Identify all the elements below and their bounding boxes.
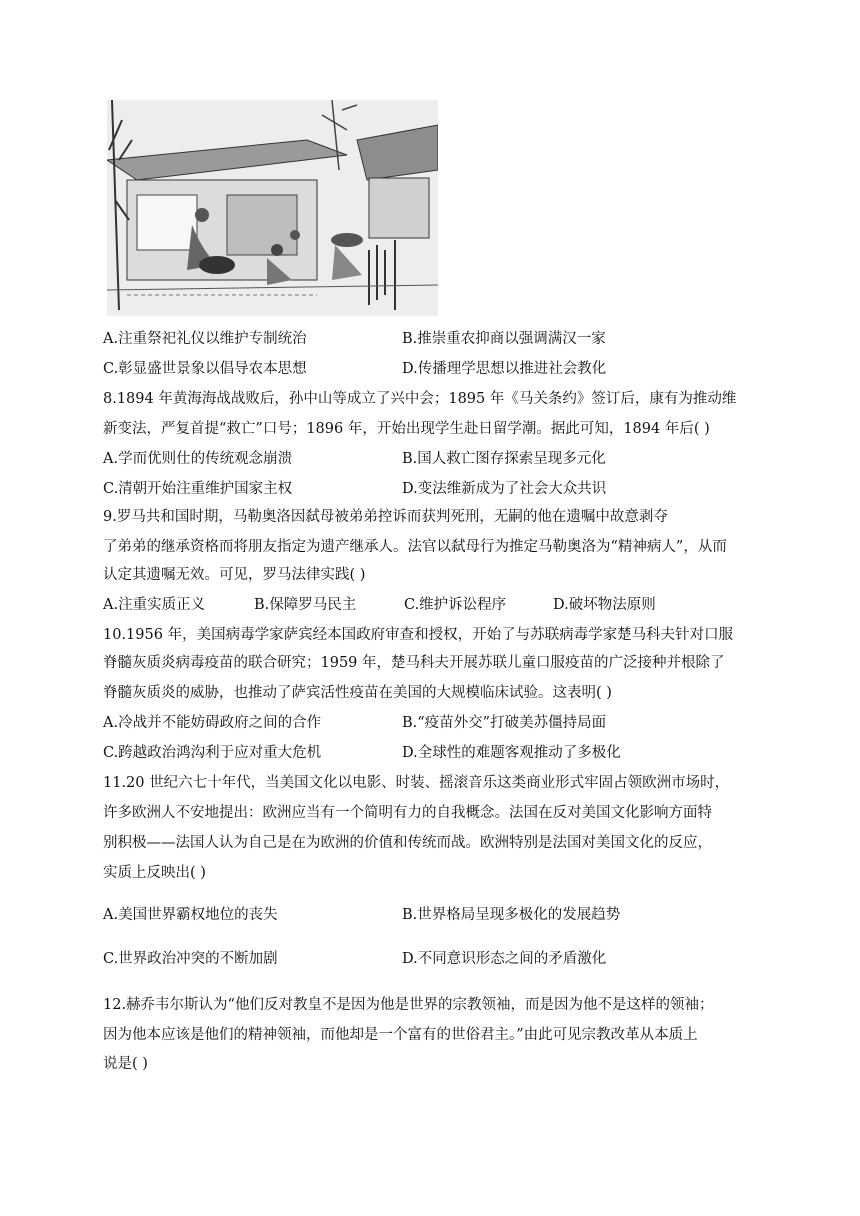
q11-stem-line-2: 许多欧洲人不安地提出：欧洲应当有一个简明有力的自我概念。法国在反对美国文化影响方面特 (103, 805, 712, 821)
q11-stem-line-1: 11.20 世纪六七十年代，当美国文化以电影、时装、摇滚音乐这类商业形式牢固占领欧洲市场时， (103, 775, 730, 791)
q11-option-a[interactable]: A.美国世界霸权地位的丧失 (103, 907, 278, 923)
q7-option-b[interactable]: B.推崇重农抑商以强调满汉一家 (402, 331, 606, 347)
q11-stem-line-4: 实质上反映出( ) (103, 865, 206, 881)
q9-option-b[interactable]: B.保障罗马民主 (254, 597, 357, 613)
q11-option-c[interactable]: C.世界政治冲突的不断加剧 (103, 951, 278, 967)
q10-stem-line-3: 脊髓灰质炎的威胁，也推动了萨宾活性疫苗在美国的大规模临床试验。这表明( ) (103, 685, 612, 701)
q8-stem-line-2: 新变法，严复首提“救亡”口号；1896 年，开始出现学生赴日留学潮。据此可知，1894 年后( ) (103, 421, 710, 437)
q10-stem-line-1: 10.1956 年，美国病毒学家萨宾经本国政府审查和授权，开始了与苏联病毒学家楚马科夫针对口服 (103, 627, 734, 643)
q7-option-a[interactable]: A.注重祭祀礼仪以维护专制统治 (103, 331, 307, 347)
q8-option-a[interactable]: A.学而优则仕的传统观念崩溃 (103, 451, 293, 467)
q9-option-d[interactable]: D.破坏物法原则 (553, 597, 656, 613)
q9-stem-line-1: 9.罗马共和国时期，马勒奥洛因弑母被弟弟控诉而获判死刑，无嗣的他在遗嘱中故意剥夺 (103, 509, 668, 525)
q10-option-b[interactable]: B.“疫苗外交”打破美苏僵持局面 (402, 715, 607, 731)
q11-stem-line-3: 别积极——法国人认为自己是在为欧洲的价值和传统而战。欧洲特别是法国对美国文化的反应， (103, 835, 712, 851)
q8-option-b[interactable]: B.国人救亡图存探索呈现多元化 (402, 451, 606, 467)
q12-stem-line-2: 因为他本应该是他们的精神领袖，而他却是一个富有的世俗君主。”由此可见宗教改革从本质上 (103, 1027, 698, 1043)
q12-stem-line-1: 12.赫乔韦尔斯认为“他们反对教皇不是因为他是世界的宗教领袖，而是因为他不是这样的领袖； (103, 997, 714, 1013)
q10-option-c[interactable]: C.跨越政治鸿沟利于应对重大危机 (103, 745, 322, 761)
q11-option-d[interactable]: D.不同意识形态之间的矛盾激化 (402, 951, 607, 967)
q8-stem-line-1: 8.1894 年黄海海战战败后，孙中山等成立了兴中会；1895 年《马关条约》签订后，康有为推动维 (103, 391, 737, 407)
q9-stem-line-3: 认定其遗嘱无效。可见，罗马法律实践( ) (103, 567, 366, 583)
woodblock-illustration (107, 100, 438, 316)
q12-stem-line-3: 说是( ) (103, 1056, 148, 1072)
q9-option-a[interactable]: A.注重实质正义 (103, 597, 206, 613)
q7-option-d[interactable]: D.传播理学思想以推进社会教化 (402, 361, 607, 377)
q10-option-a[interactable]: A.冷战并不能妨碍政府之间的合作 (103, 715, 322, 731)
q9-option-c[interactable]: C.维护诉讼程序 (404, 597, 507, 613)
q10-option-d[interactable]: D.全球性的难题客观推动了多极化 (402, 745, 621, 761)
q9-stem-line-2: 了弟弟的继承资格而将朋友指定为遗产继承人。法官以弑母行为推定马勒奥洛为“精神病人”，从而 (103, 539, 727, 555)
q8-option-c[interactable]: C.清朝开始注重维护国家主权 (103, 481, 293, 497)
q10-stem-line-2: 脊髓灰质炎病毒疫苗的联合研究；1959 年，楚马科夫开展苏联儿童口服疫苗的广泛接种并根除了 (103, 655, 725, 671)
q7-option-c[interactable]: C.彰显盛世景象以倡导农本思想 (103, 361, 307, 377)
q11-option-b[interactable]: B.世界格局呈现多极化的发展趋势 (402, 907, 621, 923)
q8-option-d[interactable]: D.变法维新成为了社会大众共识 (402, 481, 607, 497)
